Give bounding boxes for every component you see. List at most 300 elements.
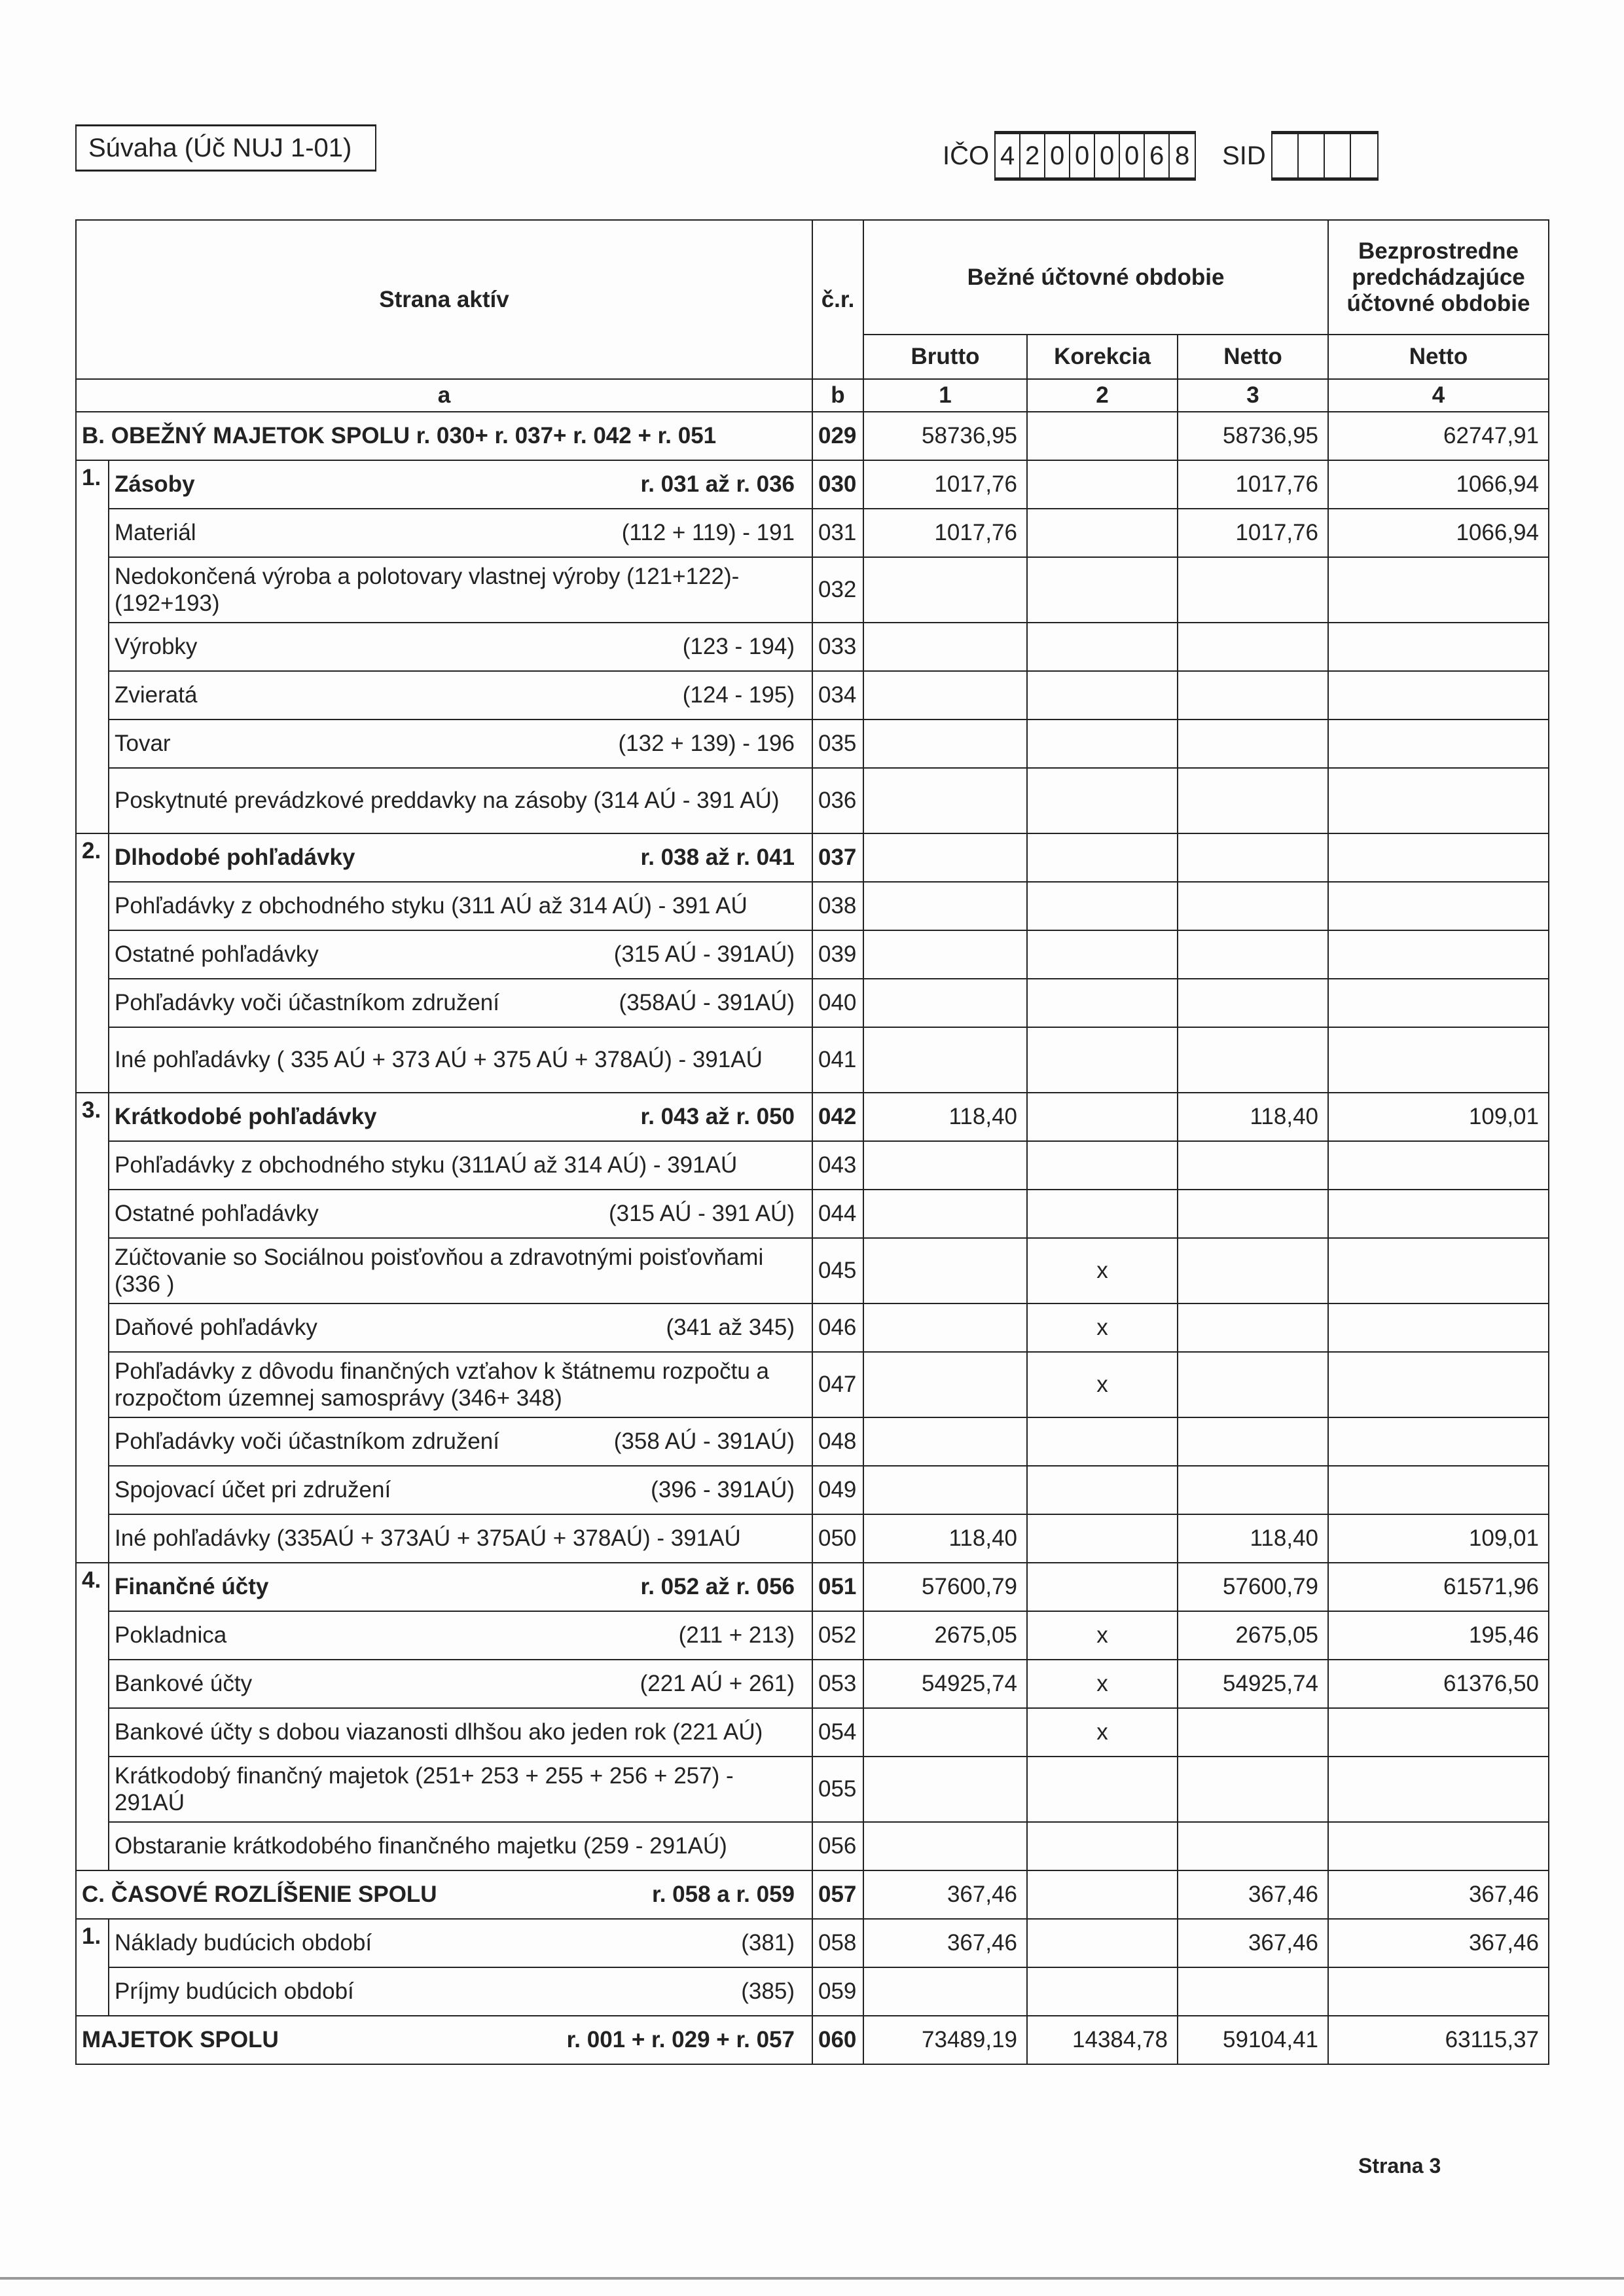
table-row [76, 1093, 1549, 1141]
brutto-value [863, 833, 1027, 882]
row-formula: r. 001 + r. 029 + r. 057 [566, 2027, 795, 2053]
row-number: 059 [812, 1967, 863, 2016]
row-number: 029 [812, 412, 863, 460]
netto-value [1178, 671, 1328, 720]
korekcia-value [1027, 1967, 1178, 2016]
brutto-value [863, 1417, 1027, 1466]
korekcia-value: x [1027, 1303, 1178, 1352]
row-formula: r. 058 a r. 059 [652, 1882, 795, 1908]
korekcia-value [1027, 557, 1178, 623]
row-number: 047 [812, 1352, 863, 1417]
brutto-value [863, 720, 1027, 768]
row-label-cell [76, 412, 812, 460]
row-number: 038 [812, 882, 863, 930]
row-label-cell [109, 1303, 812, 1352]
row-number: 041 [812, 1027, 863, 1093]
row-label: Pohľadávky voči účastníkom združení [115, 990, 499, 1016]
brutto-value [863, 671, 1027, 720]
row-label: Zásoby [115, 471, 195, 498]
korekcia-value: x [1027, 1708, 1178, 1757]
row-label: Poskytnuté prevádzkové preddavky na zásoby (314 AÚ - 391 AÚ) [115, 788, 780, 814]
row-formula: (124 - 195) [682, 682, 795, 708]
form-title [75, 124, 376, 172]
section-number: 1. [76, 460, 109, 833]
brutto-value [863, 1238, 1027, 1303]
table-row [76, 1822, 1549, 1870]
brutto-value: 57600,79 [863, 1563, 1027, 1611]
row-formula: r. 031 až r. 036 [640, 471, 795, 498]
col-index-4: 4 [1328, 379, 1549, 412]
table-row [76, 1708, 1549, 1757]
col-header-cr: č.r. [812, 220, 863, 379]
row-formula: r. 043 až r. 050 [640, 1104, 795, 1130]
korekcia-value [1027, 623, 1178, 671]
netto-prev-value: 1066,94 [1328, 460, 1549, 509]
korekcia-value [1027, 720, 1178, 768]
row-label: Ostatné pohľadávky [115, 941, 319, 968]
netto-value [1178, 979, 1328, 1027]
row-label-cell [109, 1141, 812, 1190]
ico-label: IČO [943, 141, 990, 170]
brutto-value: 367,46 [863, 1919, 1027, 1967]
table-row [76, 1303, 1549, 1352]
row-formula: (211 + 213) [678, 1622, 795, 1649]
korekcia-value: x [1027, 1352, 1178, 1417]
netto-prev-value [1328, 1141, 1549, 1190]
row-number: 058 [812, 1919, 863, 1967]
row-number: 030 [812, 460, 863, 509]
row-label: Bankové účty s dobou viazanosti dlhšou ako jeden rok (221 AÚ) [115, 1719, 763, 1745]
table-row [76, 833, 1549, 882]
row-label-cell [109, 930, 812, 979]
netto-value [1178, 1141, 1328, 1190]
brutto-value: 54925,74 [863, 1660, 1027, 1708]
netto-prev-value [1328, 930, 1549, 979]
netto-value [1178, 1417, 1328, 1466]
sid-digit [1351, 134, 1377, 177]
table-row [76, 1660, 1549, 1708]
table-row [76, 768, 1549, 833]
row-label: Iné pohľadávky (335AÚ + 373AÚ + 375AÚ + 378AÚ) - 391AÚ [115, 1525, 741, 1552]
table-row [76, 460, 1549, 509]
row-label: Finančné účty [115, 1574, 269, 1600]
korekcia-value [1027, 1822, 1178, 1870]
korekcia-value [1027, 671, 1178, 720]
netto-prev-value [1328, 623, 1549, 671]
row-label-cell [109, 1514, 812, 1563]
korekcia-value [1027, 1093, 1178, 1141]
row-number: 037 [812, 833, 863, 882]
table-row [76, 1027, 1549, 1093]
row-label: Materiál [115, 520, 196, 546]
korekcia-value [1027, 1466, 1178, 1514]
netto-prev-value [1328, 1466, 1549, 1514]
netto-value [1178, 1303, 1328, 1352]
row-number: 034 [812, 671, 863, 720]
row-label-cell [109, 1919, 812, 1967]
col-header-brutto: Brutto [863, 335, 1027, 379]
row-formula: (358 AÚ - 391AÚ) [613, 1429, 795, 1455]
sid-digit [1325, 134, 1351, 177]
table-row [76, 1919, 1549, 1967]
brutto-value: 118,40 [863, 1093, 1027, 1141]
brutto-value [863, 557, 1027, 623]
col-index-b: b [812, 379, 863, 412]
row-formula: r. 052 až r. 056 [640, 1574, 795, 1600]
row-label: Výrobky [115, 634, 198, 660]
table-row [76, 1611, 1549, 1660]
table-row [76, 623, 1549, 671]
netto-prev-value [1328, 1417, 1549, 1466]
row-formula: (341 až 345) [666, 1315, 795, 1341]
table-row [76, 557, 1549, 623]
brutto-value [863, 930, 1027, 979]
row-label: Ostatné pohľadávky [115, 1201, 319, 1227]
netto-prev-value [1328, 1352, 1549, 1417]
row-label-cell [109, 460, 812, 509]
netto-value [1178, 720, 1328, 768]
row-label-cell [109, 1822, 812, 1870]
form-title-text: Súvaha (Úč NUJ 1-01) [88, 133, 352, 162]
table-row [76, 1417, 1549, 1466]
row-number: 048 [812, 1417, 863, 1466]
table-row [76, 882, 1549, 930]
korekcia-value [1027, 1919, 1178, 1967]
row-label: Pohľadávky z obchodného styku (311AÚ až 314 AÚ) - 391AÚ [115, 1152, 738, 1178]
row-label-cell [109, 979, 812, 1027]
table-row [76, 979, 1549, 1027]
row-label: Krátkodobý finančný majetok (251+ 253 + 255 + 256 + 257) - 291AÚ [115, 1762, 734, 1815]
ico-digit: 6 [1145, 134, 1170, 177]
row-formula: r. 038 až r. 041 [640, 845, 795, 871]
col-header-strana-aktiv: Strana aktív [76, 220, 812, 379]
row-label: Pohľadávky z dôvodu finančných vzťahov k štátnemu rozpočtu a rozpočtom územnej samosprávy (346+ 348) [115, 1358, 770, 1411]
row-label: Pohľadávky voči účastníkom združení [115, 1429, 499, 1455]
netto-value: 367,46 [1178, 1919, 1328, 1967]
korekcia-value [1027, 882, 1178, 930]
row-number: 053 [812, 1660, 863, 1708]
netto-value [1178, 768, 1328, 833]
row-label-cell [109, 1466, 812, 1514]
korekcia-value [1027, 1417, 1178, 1466]
row-formula: (385) [741, 1978, 795, 2005]
netto-prev-value: 1066,94 [1328, 509, 1549, 557]
table-row [76, 930, 1549, 979]
row-number: 033 [812, 623, 863, 671]
row-label: Dlhodobé pohľadávky [115, 845, 355, 871]
brutto-value [863, 979, 1027, 1027]
brutto-value [863, 1466, 1027, 1514]
netto-value: 59104,41 [1178, 2016, 1328, 2064]
table-row [76, 1757, 1549, 1822]
netto-prev-value [1328, 1757, 1549, 1822]
netto-value [1178, 882, 1328, 930]
netto-value [1178, 1027, 1328, 1093]
section-number: 3. [76, 1093, 109, 1563]
row-number: 060 [812, 2016, 863, 2064]
row-number: 039 [812, 930, 863, 979]
korekcia-value [1027, 460, 1178, 509]
korekcia-value [1027, 979, 1178, 1027]
sid-block [1222, 131, 1379, 181]
brutto-value [863, 1027, 1027, 1093]
row-label-cell [109, 1417, 812, 1466]
row-formula: (315 AÚ - 391AÚ) [613, 941, 795, 968]
brutto-value [863, 1757, 1027, 1822]
netto-prev-value [1328, 1190, 1549, 1238]
row-label: Zvieratá [115, 682, 198, 708]
korekcia-value [1027, 509, 1178, 557]
row-label: Iné pohľadávky ( 335 AÚ + 373 AÚ + 375 AÚ + 378AÚ) - 391AÚ [115, 1047, 763, 1073]
row-number: 036 [812, 768, 863, 833]
brutto-value [863, 1303, 1027, 1352]
col-header-current-period: Bežné účtovné obdobie [863, 220, 1328, 335]
korekcia-value [1027, 1757, 1178, 1822]
row-label-cell [109, 882, 812, 930]
row-label-cell [109, 623, 812, 671]
row-label-cell [109, 671, 812, 720]
brutto-value [863, 1822, 1027, 1870]
brutto-value: 1017,76 [863, 509, 1027, 557]
netto-prev-value: 61571,96 [1328, 1563, 1549, 1611]
row-number: 052 [812, 1611, 863, 1660]
brutto-value: 58736,95 [863, 412, 1027, 460]
netto-value: 2675,05 [1178, 1611, 1328, 1660]
table-row [76, 1563, 1549, 1611]
korekcia-value [1027, 1141, 1178, 1190]
row-label: Krátkodobé pohľadávky [115, 1104, 377, 1130]
netto-value [1178, 623, 1328, 671]
row-formula: (315 AÚ - 391 AÚ) [608, 1201, 795, 1227]
netto-prev-value [1328, 1027, 1549, 1093]
col-index-1: 1 [863, 379, 1027, 412]
section-number: 2. [76, 833, 109, 1093]
row-number: 042 [812, 1093, 863, 1141]
table-row [76, 720, 1549, 768]
brutto-value [863, 1190, 1027, 1238]
row-label: C. ČASOVÉ ROZLÍŠENIE SPOLU [82, 1882, 437, 1908]
ico-digit: 0 [1095, 134, 1120, 177]
netto-prev-value: 62747,91 [1328, 412, 1549, 460]
korekcia-value: x [1027, 1238, 1178, 1303]
row-label: Pohľadávky z obchodného styku (311 AÚ až 314 AÚ) - 391 AÚ [115, 893, 748, 919]
row-number: 031 [812, 509, 863, 557]
row-formula: (221 AÚ + 261) [640, 1671, 795, 1697]
row-number: 040 [812, 979, 863, 1027]
row-label-cell [109, 833, 812, 882]
table-row [76, 1870, 1549, 1919]
row-label-cell [109, 768, 812, 833]
row-formula: (381) [741, 1930, 795, 1956]
scan-edge-line [0, 2277, 1624, 2280]
row-label-cell [109, 1027, 812, 1093]
row-number: 051 [812, 1563, 863, 1611]
netto-prev-value [1328, 768, 1549, 833]
korekcia-value [1027, 1870, 1178, 1919]
netto-value [1178, 1238, 1328, 1303]
table-row [76, 1352, 1549, 1417]
netto-prev-value [1328, 557, 1549, 623]
row-label-cell [109, 1190, 812, 1238]
col-header-netto: Netto [1178, 335, 1328, 379]
row-label: Pokladnica [115, 1622, 227, 1649]
netto-value: 57600,79 [1178, 1563, 1328, 1611]
netto-prev-value [1328, 1238, 1549, 1303]
row-label-cell [109, 1238, 812, 1303]
korekcia-value [1027, 1563, 1178, 1611]
ico-digit: 4 [996, 134, 1020, 177]
col-header-korekcia: Korekcia [1027, 335, 1178, 379]
table-row [76, 412, 1549, 460]
row-number: 043 [812, 1141, 863, 1190]
page-number: Strana 3 [1358, 2154, 1441, 2178]
netto-value: 1017,76 [1178, 509, 1328, 557]
row-label: Spojovací účet pri združení [115, 1477, 391, 1503]
table-row [76, 1190, 1549, 1238]
netto-value: 58736,95 [1178, 412, 1328, 460]
row-label: MAJETOK SPOLU [82, 2027, 279, 2053]
netto-prev-value: 63115,37 [1328, 2016, 1549, 2064]
col-index-2: 2 [1027, 379, 1178, 412]
korekcia-value: 14384,78 [1027, 2016, 1178, 2064]
brutto-value [863, 1352, 1027, 1417]
sid-label: SID [1222, 141, 1266, 170]
row-label-cell [109, 1093, 812, 1141]
table-row [76, 1967, 1549, 2016]
ico-digit: 0 [1120, 134, 1145, 177]
row-label: Náklady budúcich období [115, 1930, 372, 1956]
row-label-cell [109, 1708, 812, 1757]
netto-value [1178, 1822, 1328, 1870]
table-row [76, 1466, 1549, 1514]
sid-digit [1272, 134, 1299, 177]
row-label: Príjmy budúcich období [115, 1978, 354, 2005]
row-label: Obstaranie krátkodobého finančného majetku (259 - 291AÚ) [115, 1833, 727, 1859]
netto-prev-value: 367,46 [1328, 1919, 1549, 1967]
row-label-cell [109, 509, 812, 557]
netto-value: 367,46 [1178, 1870, 1328, 1919]
korekcia-value [1027, 833, 1178, 882]
row-label-cell [109, 557, 812, 623]
row-number: 045 [812, 1238, 863, 1303]
brutto-value: 118,40 [863, 1514, 1027, 1563]
row-label: Zúčtovanie so Sociálnou poisťovňou a zdravotnými poisťovňami (336 ) [115, 1244, 764, 1297]
row-number: 050 [812, 1514, 863, 1563]
korekcia-value [1027, 1514, 1178, 1563]
brutto-value [863, 768, 1027, 833]
brutto-value: 2675,05 [863, 1611, 1027, 1660]
korekcia-value: x [1027, 1611, 1178, 1660]
col-index-3: 3 [1178, 379, 1328, 412]
row-label-cell [109, 1352, 812, 1417]
row-label-cell [109, 1757, 812, 1822]
section-number: 4. [76, 1563, 109, 1870]
col-header-netto-prev: Netto [1328, 335, 1549, 379]
row-label-cell [109, 1967, 812, 2016]
brutto-value [863, 623, 1027, 671]
netto-prev-value [1328, 833, 1549, 882]
korekcia-value [1027, 768, 1178, 833]
brutto-value [863, 1967, 1027, 2016]
col-index-a: a [76, 379, 812, 412]
netto-prev-value [1328, 1822, 1549, 1870]
row-number: 044 [812, 1190, 863, 1238]
table-body [76, 412, 1549, 2064]
row-label-cell [76, 1870, 812, 1919]
netto-prev-value [1328, 671, 1549, 720]
row-label-cell [109, 720, 812, 768]
row-label: Daňové pohľadávky [115, 1315, 317, 1341]
netto-prev-value: 61376,50 [1328, 1660, 1549, 1708]
brutto-value [863, 1708, 1027, 1757]
brutto-value: 367,46 [863, 1870, 1027, 1919]
row-number: 049 [812, 1466, 863, 1514]
korekcia-value [1027, 412, 1178, 460]
netto-prev-value [1328, 979, 1549, 1027]
netto-value [1178, 930, 1328, 979]
table-row [76, 1238, 1549, 1303]
brutto-value: 1017,76 [863, 460, 1027, 509]
korekcia-value: x [1027, 1660, 1178, 1708]
row-number: 057 [812, 1870, 863, 1919]
netto-prev-value [1328, 720, 1549, 768]
netto-value: 54925,74 [1178, 1660, 1328, 1708]
section-number: 1. [76, 1919, 109, 2016]
row-formula: (112 + 119) - 191 [621, 520, 795, 546]
row-formula: (358AÚ - 391AÚ) [619, 990, 795, 1016]
table-row [76, 509, 1549, 557]
ico-digit: 0 [1045, 134, 1070, 177]
netto-value: 118,40 [1178, 1093, 1328, 1141]
ico-boxes [994, 131, 1196, 181]
table-row [76, 671, 1549, 720]
ico-block [943, 131, 1379, 181]
netto-value [1178, 1352, 1328, 1417]
row-label-cell [109, 1563, 812, 1611]
netto-value [1178, 1708, 1328, 1757]
row-label-cell [109, 1660, 812, 1708]
netto-prev-value [1328, 882, 1549, 930]
sid-digit [1299, 134, 1325, 177]
netto-prev-value: 109,01 [1328, 1093, 1549, 1141]
row-label-cell [76, 2016, 812, 2064]
netto-value [1178, 1967, 1328, 2016]
row-formula: (132 + 139) - 196 [618, 731, 795, 757]
ico-digit: 8 [1175, 141, 1190, 170]
sid-boxes [1271, 131, 1379, 181]
table-row [76, 1141, 1549, 1190]
row-label: Tovar [115, 731, 171, 757]
netto-prev-value [1328, 1303, 1549, 1352]
netto-prev-value: 109,01 [1328, 1514, 1549, 1563]
korekcia-value [1027, 1027, 1178, 1093]
row-number: 046 [812, 1303, 863, 1352]
ico-digit: 0 [1070, 134, 1095, 177]
row-number: 035 [812, 720, 863, 768]
row-label: Bankové účty [115, 1671, 253, 1697]
netto-value [1178, 1190, 1328, 1238]
netto-value: 1017,76 [1178, 460, 1328, 509]
brutto-value [863, 882, 1027, 930]
row-number: 055 [812, 1757, 863, 1822]
ico-digit: 2 [1020, 134, 1045, 177]
netto-value [1178, 1757, 1328, 1822]
netto-value [1178, 833, 1328, 882]
table-row [76, 1514, 1549, 1563]
korekcia-value [1027, 1190, 1178, 1238]
row-formula: (123 - 194) [682, 634, 795, 660]
row-label-cell [109, 1611, 812, 1660]
